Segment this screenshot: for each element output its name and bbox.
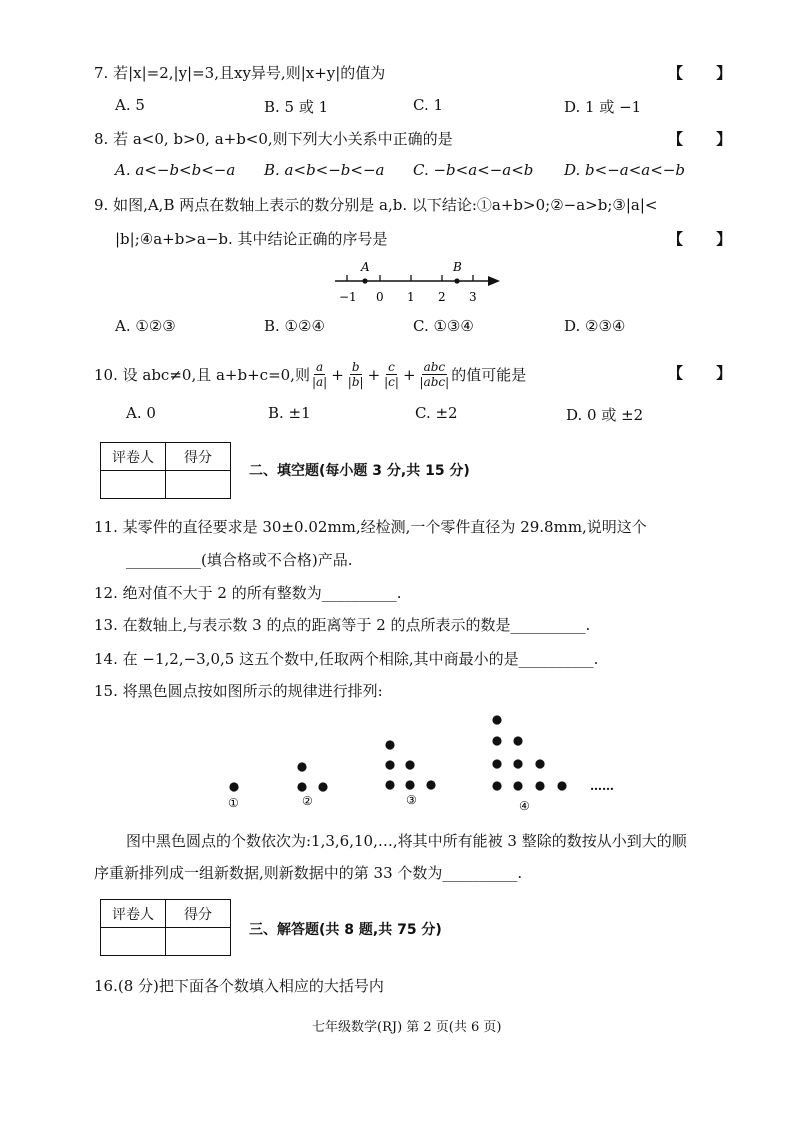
section3-title: 三、解答题(共 8 题,共 75 分) <box>249 922 442 938</box>
q9-answer-bracket: 【 】 <box>668 230 746 248</box>
dot <box>297 782 306 791</box>
grader-header: 评卷人 <box>101 443 166 471</box>
tick-label: 1 <box>407 290 415 304</box>
q10-option-d: D. 0 或 ±2 <box>566 406 644 424</box>
q10-fraction-c: $\frac{c}{|c|}$ <box>384 360 399 389</box>
dot <box>492 759 501 768</box>
q9-stem-line1: 9. 如图,A,B 两点在数轴上表示的数分别是 a,b. 以下结论:①a+b>0;②−a>b;③|a|< <box>94 196 658 214</box>
q7-stem: 7. 若|x|=2,|y|=3,且xy异号,则|x+y|的值为 <box>94 64 386 82</box>
grader-cell[interactable] <box>101 471 166 499</box>
dot <box>385 740 394 749</box>
q7-option-c: C. 1 <box>413 96 444 114</box>
figure-label: ② <box>302 794 313 808</box>
q7-option-b: B. 5 或 1 <box>264 98 329 116</box>
dot <box>405 780 414 789</box>
q7-answer-bracket: 【 】 <box>668 64 746 82</box>
q7-option-a: A. 5 <box>115 96 145 114</box>
q8-option-c: C. −b<a<−a<b <box>413 161 534 179</box>
dot <box>229 782 238 791</box>
q10-fraction-b: $\frac{b}{|b|}$ <box>347 360 364 389</box>
q10-answer-bracket: 【 】 <box>668 364 746 382</box>
q10-option-b: B. ±1 <box>268 404 311 422</box>
score-header: 得分 <box>166 900 231 928</box>
point-a <box>362 278 367 283</box>
q13-text: 13. 在数轴上,与表示数 3 的点的距离等于 2 的点所表示的数是__________. <box>94 616 591 634</box>
dot <box>297 762 306 771</box>
figure-label: ④ <box>519 799 530 813</box>
dot <box>513 759 522 768</box>
q8-stem: 8. 若 a<0, b>0, a+b<0,则下列大小关系中正确的是 <box>94 130 453 148</box>
tick-label: 2 <box>438 290 446 304</box>
grader-cell[interactable] <box>101 928 166 956</box>
q8-option-d: D. b<−a<a<−b <box>564 161 685 179</box>
q10-option-c: C. ±2 <box>415 404 458 422</box>
figure-label: ③ <box>406 793 417 807</box>
score-table-section3 <box>100 899 231 956</box>
dot <box>557 781 566 790</box>
figure-label: ① <box>228 796 239 810</box>
dot <box>492 715 501 724</box>
grader-header: 评卷人 <box>101 900 166 928</box>
dot <box>535 759 544 768</box>
q8-option-b: B. a<b<−b<−a <box>264 161 385 179</box>
dot <box>318 782 327 791</box>
tick-label: 3 <box>469 290 477 304</box>
tick-label: −1 <box>339 290 357 304</box>
score-cell[interactable] <box>166 471 231 499</box>
q9-option-c: C. ①③④ <box>413 317 474 335</box>
point-a-label: A <box>361 260 370 274</box>
q9-number-line <box>330 255 510 307</box>
tick-label: 0 <box>376 290 384 304</box>
dot <box>426 780 435 789</box>
dot <box>405 760 414 769</box>
dot <box>492 781 501 790</box>
q11-line2: __________(填合格或不合格)产品. <box>126 551 353 569</box>
q7-option-d: D. 1 或 −1 <box>564 98 642 116</box>
q9-stem-line2: |b|;④a+b>a−b. 其中结论正确的序号是 <box>115 230 388 248</box>
ellipsis: …… <box>590 779 614 793</box>
q10-option-a: A. 0 <box>126 404 156 422</box>
q15-line1: 图中黑色圆点的个数依次为:1,3,6,10,…,将其中所有能被 3 整除的数按从小到大的顺 <box>126 832 687 850</box>
point-b <box>454 278 459 283</box>
q8-option-a: A. a<−b<b<−a <box>115 161 236 179</box>
point-b-label: B <box>453 260 462 274</box>
page-footer: 七年级数学(RJ) 第 2 页(共 6 页) <box>312 1020 502 1035</box>
q8-answer-bracket: 【 】 <box>668 130 746 148</box>
q10-stem: 10. 设 abc≠0,且 a+b+c=0,则 a |a| + $\frac{b}{|b|}$ + $\frac{c}{|c|}$ + abc |abc| 的值可能是 <box>94 360 527 389</box>
q11-line1: 11. 某零件的直径要求是 30±0.02mm,经检测,一个零件直径为 29.8mm,说明这个 <box>94 518 647 536</box>
q12-text: 12. 绝对值不大于 2 的所有整数为__________. <box>94 584 402 602</box>
q15-dot-pattern-figure <box>220 706 620 816</box>
dot <box>492 736 501 745</box>
dot <box>385 780 394 789</box>
section2-title: 二、填空题(每小题 3 分,共 15 分) <box>249 463 470 479</box>
q10-fraction-abc: abc |abc| <box>419 360 450 389</box>
q10-fraction-a: a |a| <box>311 360 328 389</box>
q10-stem-suffix: 的值可能是 <box>451 366 527 384</box>
dot <box>535 781 544 790</box>
score-cell[interactable] <box>166 928 231 956</box>
q16-text: 16.(8 分)把下面各个数填入相应的大括号内 <box>94 977 384 995</box>
q10-stem-prefix: 10. 设 abc≠0,且 a+b+c=0,则 <box>94 366 310 384</box>
dot <box>513 781 522 790</box>
q14-text: 14. 在 −1,2,−3,0,5 这五个数中,任取两个相除,其中商最小的是__________. <box>94 650 599 668</box>
dot <box>513 736 522 745</box>
q9-option-b: B. ①②④ <box>264 317 325 335</box>
score-table-section2 <box>100 442 231 499</box>
score-header: 得分 <box>166 443 231 471</box>
q9-option-d: D. ②③④ <box>564 317 626 335</box>
q15-line2: 序重新排列成一组新数据,则新数据中的第 33 个数为__________. <box>94 864 523 882</box>
q9-option-a: A. ①②③ <box>115 317 176 335</box>
number-line-arrow-icon <box>488 276 500 286</box>
q15-stem: 15. 将黑色圆点按如图所示的规律进行排列: <box>94 682 383 700</box>
dot <box>385 760 394 769</box>
